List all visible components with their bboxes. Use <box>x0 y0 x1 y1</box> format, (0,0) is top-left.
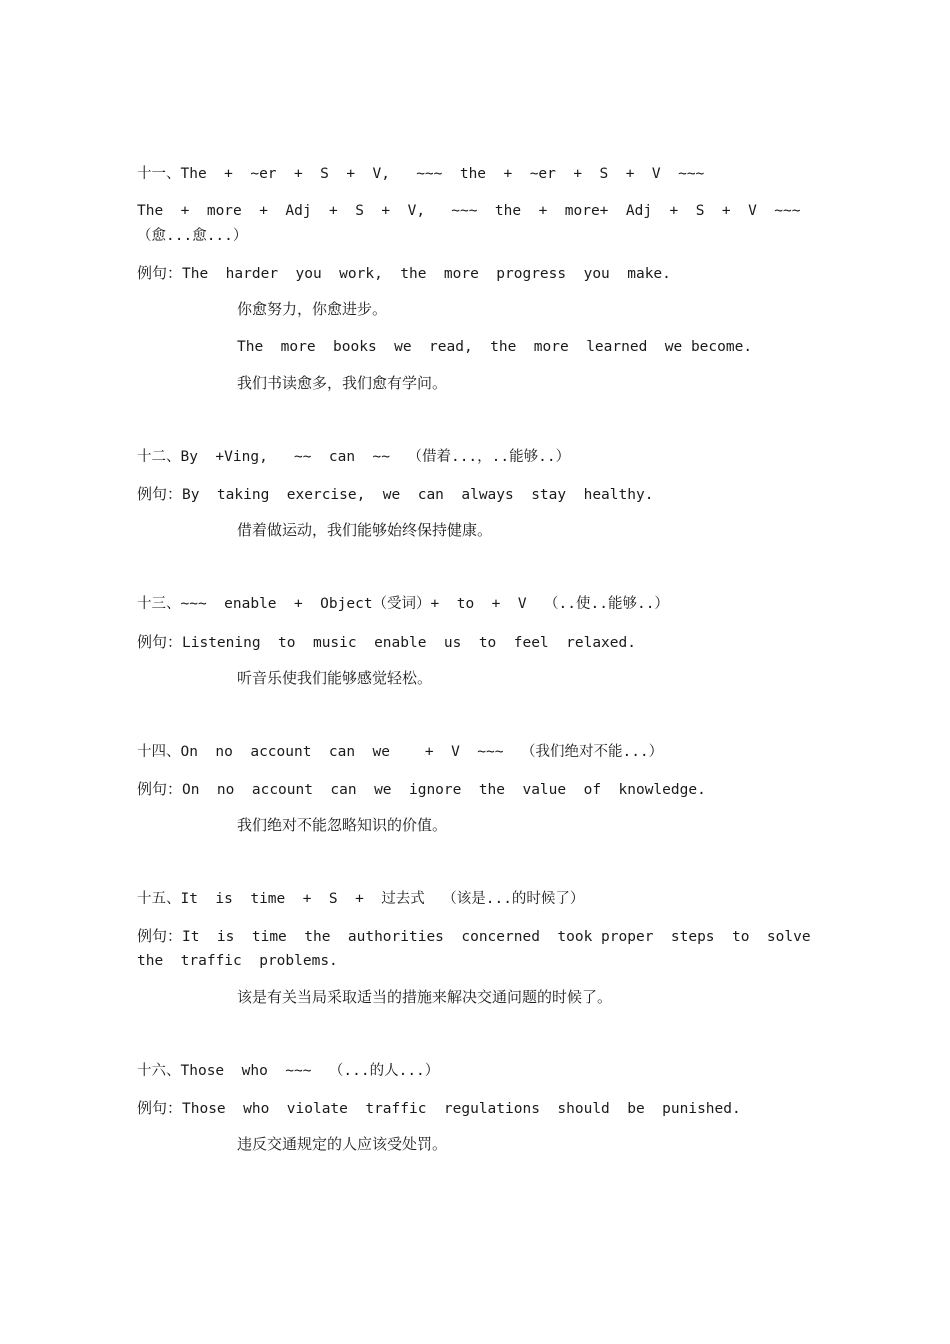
example-label: 例句： <box>137 927 183 945</box>
example-sentence: By taking exercise, we can always stay healthy. <box>182 487 654 503</box>
section-11-note: （愈...愈...） <box>137 228 248 244</box>
example-label: 例句： <box>137 264 183 282</box>
example-sentence: On no account can we ignore the value of knowledge. <box>182 782 706 798</box>
section-12-example-translation: 借着做运动，我们能够始终保持健康。 <box>237 521 493 539</box>
section-13-example <box>137 632 636 653</box>
section-16-example <box>137 1098 741 1119</box>
section-13-example-translation: 听音乐使我们能够感觉轻松。 <box>237 669 433 687</box>
section-14-example <box>137 779 706 800</box>
section-15-example-line-2: the traffic problems. <box>137 953 338 969</box>
section-14-heading: 十四、On no account can we + V ~~~ （我们绝对不能...） <box>137 744 664 760</box>
section-11-example-2-translation: 我们书读愈多，我们愈有学问。 <box>237 374 448 392</box>
section-11-example-2: The more books we read, the more learned we become. <box>237 339 753 355</box>
section-12-example <box>137 484 653 505</box>
example-label: 例句： <box>137 633 183 651</box>
section-11-pattern-line-2: The + more + Adj + S + V, ~~~ the + more+ Adj + S + V ~~~ <box>137 203 801 219</box>
section-15-heading: 十五、It is time + S + 过去式 （该是...的时候了） <box>137 891 585 907</box>
example-sentence: Listening to music enable us to feel relaxed. <box>182 635 636 651</box>
section-11-example-1 <box>137 263 671 284</box>
example-sentence: It is time the authorities concerned took proper steps to solve <box>182 929 811 945</box>
example-sentence: Those who violate traffic regulations should be punished. <box>182 1101 741 1117</box>
section-11-heading: 十一、The + ~er + S + V, ~~~ the + ~er + S + V ~~~ <box>137 166 705 182</box>
section-13-heading: 十三、~~~ enable + Object（受词）+ to + V （..使..能够..） <box>137 596 669 612</box>
section-14-example-translation: 我们绝对不能忽略知识的价值。 <box>237 816 448 834</box>
example-label: 例句： <box>137 485 183 503</box>
section-15-example-line-1 <box>137 926 811 947</box>
section-12-heading: 十二、By +Ving, ~~ can ~~ （借着...，..能够..） <box>137 449 571 465</box>
example-label: 例句： <box>137 1099 183 1117</box>
example-label: 例句： <box>137 780 183 798</box>
section-11-example-1-translation: 你愈努力，你愈进步。 <box>237 300 388 318</box>
example-sentence: The harder you work, the more progress you make. <box>182 266 671 282</box>
section-16-heading: 十六、Those who ~~~ （...的人...） <box>137 1063 440 1079</box>
section-16-example-translation: 违反交通规定的人应该受处罚。 <box>237 1135 448 1153</box>
section-15-example-translation: 该是有关当局采取适当的措施来解决交通问题的时候了。 <box>237 988 613 1006</box>
